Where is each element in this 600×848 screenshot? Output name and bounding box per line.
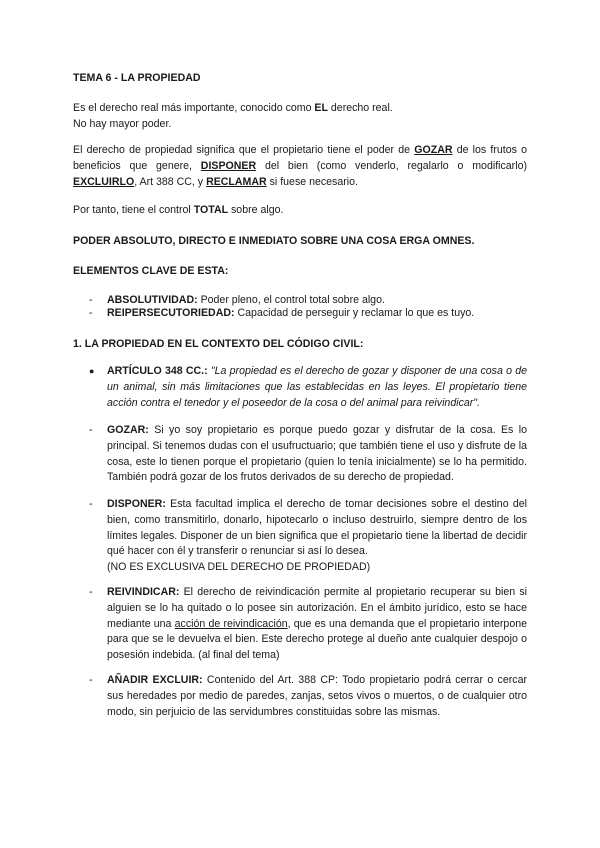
total-paragraph: Por tanto, tiene el control TOTAL sobre algo. — [73, 204, 284, 216]
gozar-item: GOZAR: Si yo soy propietario es porque puedo gozar y disfrutar de la cosa. Es lo principal. Si tenemos dudas con el usufructuario; que también tiene el uso y disfrute de la cosa, este lo tienen porque el propietario (quien lo tenía inicialmente) se lo ha permitido. También podrá gozar de los frutos derivados de su derecho de propiedad. — [107, 424, 527, 484]
list-marker: - — [89, 586, 93, 598]
bullet-icon: ● — [89, 366, 95, 376]
gozar-term: GOZAR — [414, 144, 453, 156]
elemento-reipersecutoriedad: REIPERSECUTORIEDAD: Capacidad de perseguir y reclamar lo que es tuyo. — [107, 307, 475, 319]
elemento-absolutividad: ABSOLUTIVIDAD: Poder pleno, el control total sobre algo. — [107, 294, 385, 306]
reclamar-term: RECLAMAR — [206, 175, 267, 188]
excluir-item: AÑADIR EXCLUIR: Contenido del Art. 388 CP: Todo propietario podrá cerrar o cercar sus heredades por medio de paredes, zanjas, setos vivos o muertos, o de cualquier otro modo, sin perjuicio de las servidumbres constituidas sobre las mismas. — [107, 674, 527, 718]
section1-heading: 1. LA PROPIEDAD EN EL CONTEXTO DEL CÓDIGO CIVIL: — [73, 338, 364, 350]
disponer-term: DISPONER — [200, 159, 257, 172]
list-marker: - — [89, 307, 93, 319]
list-marker: - — [89, 674, 93, 686]
poder-heading: PODER ABSOLUTO, DIRECTO E INMEDIATO SOBRE UNA COSA ERGA OMNES. — [73, 235, 475, 247]
excluirlo-term: EXCLUIRLO — [73, 175, 135, 188]
definition-paragraph: El derecho de propiedad significa que el propietario tiene el poder de GOZAR de los frutos o beneficios que genere, DISPONER del bien (como venderlo, regalarlo o modificarlo) EXCLUIRLO, Art 388 CC, y RECLAMAR si fuese necesario. — [73, 144, 527, 188]
reivindicar-item: REIVINDICAR: El derecho de reivindicación permite al propietario recuperar su bien si alguien se lo ha quitado o lo posee sin autorización. En el ámbito jurídico, esto se hace mediante una acción de reivindicación, que es una demanda que el propietario interpone para que se le devuelva el bien. Este derecho protege al dueño ante cualquier despojo o posesión indebida. (al final del tema) — [107, 586, 527, 662]
list-marker: - — [89, 498, 93, 510]
document-title: TEMA 6 - LA PROPIEDAD — [73, 72, 201, 84]
list-marker: - — [89, 424, 93, 436]
intro-paragraph: Es el derecho real más importante, conocido como EL derecho real. No hay mayor poder. — [73, 102, 393, 130]
list-marker: - — [89, 294, 93, 306]
elementos-heading: ELEMENTOS CLAVE DE ESTA: — [73, 265, 229, 277]
accion-reivindicacion-link: acción de reivindicación — [174, 617, 288, 630]
disponer-item: DISPONER: Esta facultad implica el derecho de tomar decisiones sobre el destino del bien, como transmitirlo, donarlo, hipotecarlo o incluso destruirlo, siempre dentro de los límites legales. Disponer de un bien significa que el propietario tiene la libertad de decidir qué hacer con él y transferir o renunciar si así lo desea. (NO ES EXCLUSIVA DEL DERECHO DE PROPIEDAD) — [107, 498, 527, 574]
articulo-348: ARTÍCULO 348 CC.: "La propiedad es el derecho de gozar y disponer de una cosa o de un animal, sin más limitaciones que las establecidas en las leyes. El propietario tiene acción contra el tenedor y el poseedor de la cosa o del animal para reivindicar". — [107, 365, 527, 409]
